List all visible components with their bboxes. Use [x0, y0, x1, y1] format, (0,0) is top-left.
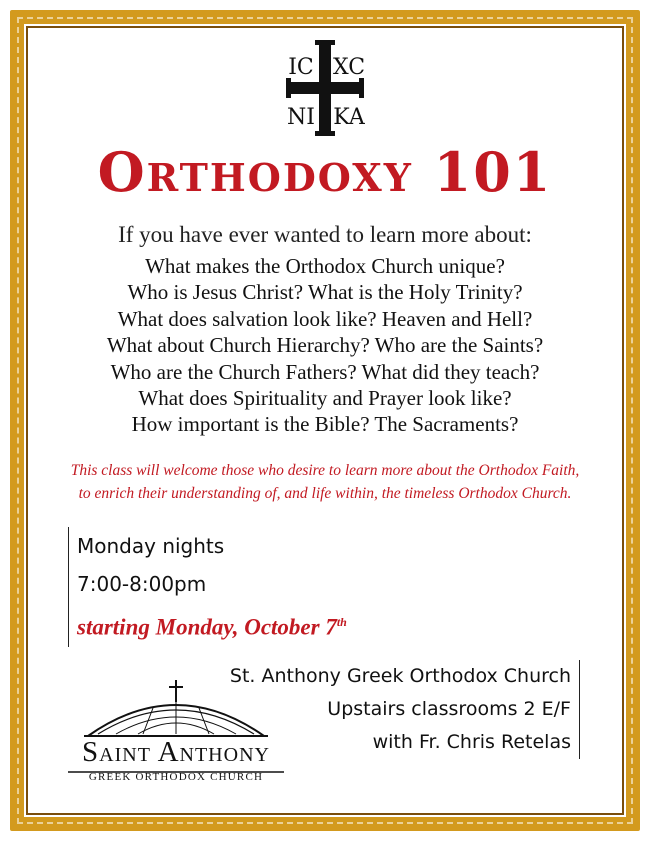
- ic-xc-nika-cross-icon: [284, 38, 366, 138]
- welcome-line: This class will welcome those who desire to learn more about the Orthodox Faith,: [70, 462, 580, 479]
- question-item: Who are the Church Fathers? What did they teach?: [110, 359, 540, 384]
- emblem-bl: NI: [287, 105, 315, 130]
- intro-text: If you have ever wanted to learn more about:: [118, 222, 532, 247]
- class-location: Upstairs classrooms 2 E/F: [327, 698, 571, 720]
- welcome-line: to enrich their understanding of, and life within, the timeless Orthodox Church.: [78, 485, 572, 502]
- question-item: What does Spirituality and Prayer look like?: [138, 386, 512, 411]
- logo-name: Saint Anthony: [82, 736, 270, 768]
- question-item: Who is Jesus Christ? What is the Holy Trinity?: [127, 280, 523, 305]
- class-teacher: with Fr. Chris Retelas: [372, 731, 571, 753]
- schedule-start-suffix: th: [336, 615, 347, 629]
- schedule-day: Monday nights: [77, 534, 225, 558]
- schedule-start: [77, 603, 347, 641]
- page-title: Orthodoxy 101: [97, 140, 553, 204]
- question-item: What about Church Hierarchy? Who are the Saints?: [106, 333, 544, 358]
- schedule-block: [68, 527, 347, 647]
- welcome-paragraph: [0, 459, 650, 505]
- question-item: How important is the Bible? The Sacraments?: [131, 412, 519, 437]
- emblem-br: KA: [333, 105, 365, 130]
- church-name: St. Anthony Greek Orthodox Church: [229, 665, 571, 687]
- schedule-start-text: starting Monday, October 7: [77, 614, 337, 640]
- logo-subtitle: GREEK ORTHODOX CHURCH: [88, 771, 264, 783]
- question-item: What does salvation look like? Heaven and Hell?: [117, 306, 533, 331]
- question-list: [0, 253, 650, 438]
- question-item: What makes the Orthodox Church unique?: [145, 254, 505, 278]
- emblem-tr: XC: [332, 55, 366, 80]
- emblem-tl: IC: [288, 55, 314, 80]
- schedule-time: 7:00-8:00pm: [77, 572, 207, 596]
